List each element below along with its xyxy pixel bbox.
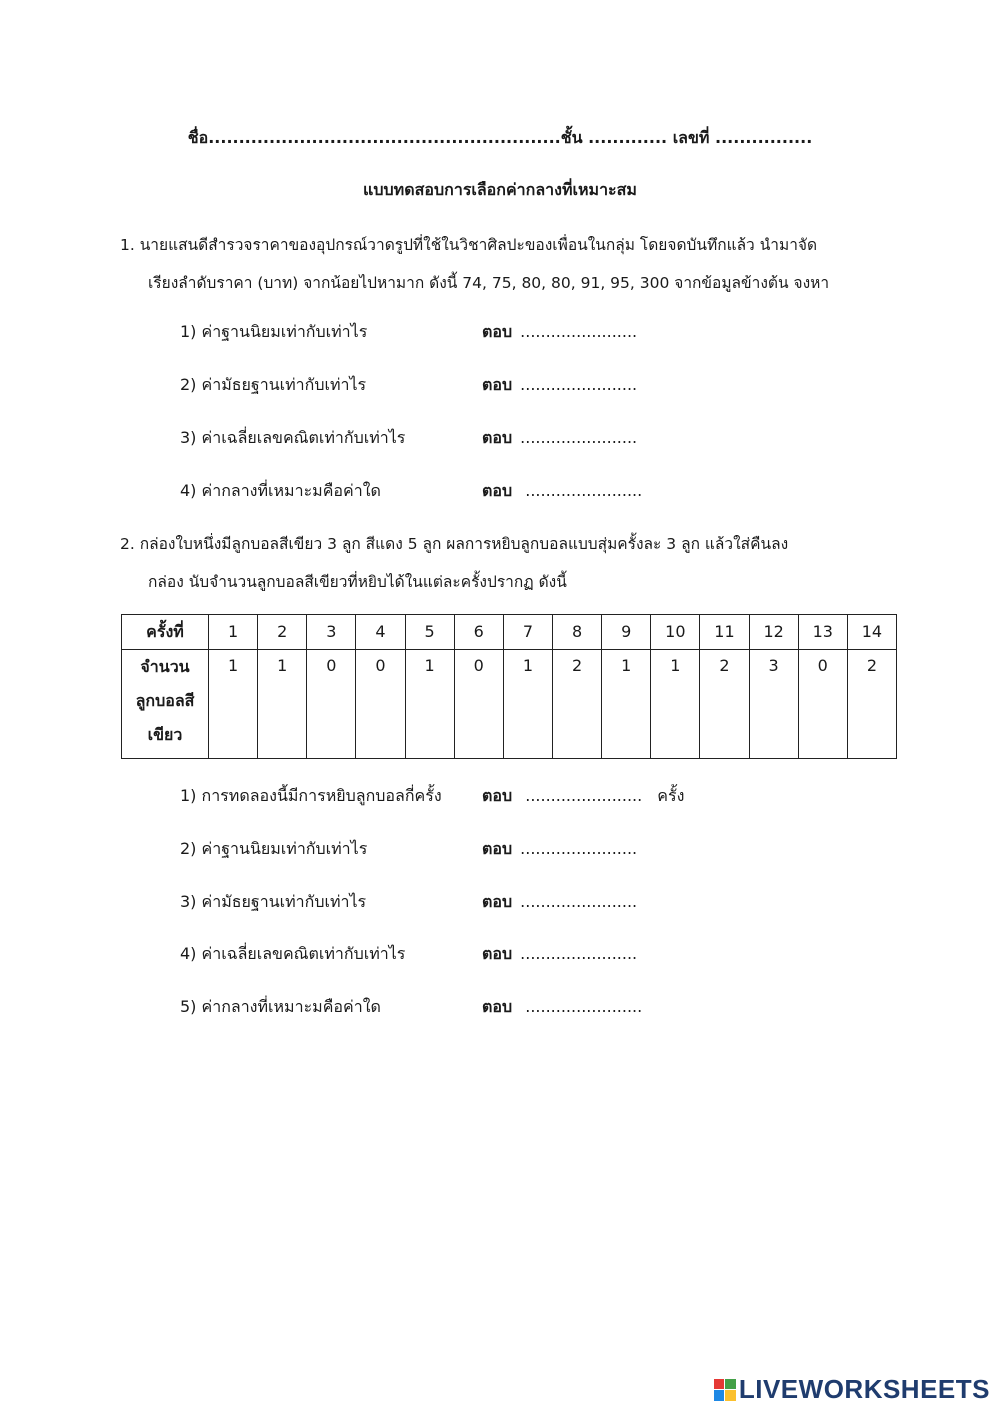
q1-answer-1[interactable] — [482, 320, 637, 345]
q2-line2: กล่อง นับจำนวนลูกบอลสีเขียวที่หยิบได้ในแต่ละครั้งปรากฏ ดังนี้ — [148, 573, 567, 591]
liveworksheets-icon — [714, 1379, 736, 1401]
logo-square-icon — [714, 1390, 725, 1401]
answer-label: ตอบ — [482, 944, 513, 963]
trial-cell: 6 — [454, 615, 503, 650]
q1-answer-3[interactable] — [482, 426, 637, 451]
count-cell: 0 — [798, 650, 847, 759]
answer-label: ตอบ — [482, 786, 513, 805]
q1-item-2: 2) ค่ามัธยฐานเท่ากับเท่าไร — [180, 375, 367, 394]
answer-label: ตอบ — [482, 428, 513, 447]
answer-blank[interactable]: ....................... — [520, 997, 643, 1016]
q2-answer-4[interactable] — [482, 942, 637, 967]
q2-answer-2[interactable] — [482, 837, 637, 862]
answer-blank[interactable]: ....................... — [520, 428, 638, 447]
count-cell: 1 — [405, 650, 454, 759]
answer-label: ตอบ — [482, 481, 513, 500]
count-header-line: เขียว — [147, 725, 183, 744]
answer-label: ตอบ — [482, 997, 513, 1016]
green-ball-table — [121, 614, 897, 759]
count-cell: 1 — [209, 650, 258, 759]
q2-item-2: 2) ค่าฐานนิยมเท่ากับเท่าไร — [180, 839, 368, 858]
count-cell: 0 — [356, 650, 405, 759]
q1-answer-2[interactable] — [482, 373, 637, 398]
count-cell: 1 — [651, 650, 700, 759]
answer-blank[interactable]: ....................... — [520, 944, 638, 963]
count-cell: 0 — [454, 650, 503, 759]
count-header-cell — [122, 650, 209, 759]
liveworksheets-logo — [714, 1374, 990, 1405]
answer-blank[interactable]: ....................... — [520, 322, 638, 341]
answer-blank[interactable]: ....................... — [520, 892, 638, 911]
q2-item-1: 1) การทดลองนี้มีการหยิบลูกบอลกี่ครั้ง — [180, 786, 442, 805]
q1-answer-4[interactable] — [482, 479, 642, 504]
count-header-line: ลูกบอลสี — [135, 691, 195, 710]
trial-cell: 3 — [307, 615, 356, 650]
trial-cell: 10 — [651, 615, 700, 650]
answer-label: ตอบ — [482, 839, 513, 858]
trial-cell: 2 — [258, 615, 307, 650]
logo-square-icon — [725, 1379, 736, 1390]
q2-item-5: 5) ค่ากลางที่เหมาะมคือค่าใด — [180, 997, 381, 1016]
count-cell: 1 — [503, 650, 552, 759]
q1-item-1: 1) ค่าฐานนิยมเท่ากับเท่าไร — [180, 322, 368, 341]
student-info-line: ชื่อ..........................................................ชั้น ............. เลขที่ ................ — [187, 128, 813, 147]
q1-line2: เรียงลำดับราคา (บาท) จากน้อยไปหามาก ดังนี้ 74, 75, 80, 80, 91, 95, 300 จากข้อมูลข้างต้น จงหา — [148, 274, 830, 292]
count-cell: 1 — [258, 650, 307, 759]
trial-cell: 1 — [209, 615, 258, 650]
count-cell: 2 — [552, 650, 601, 759]
trial-cell: 5 — [405, 615, 454, 650]
answer-blank[interactable]: ....................... — [520, 375, 638, 394]
count-cell: 0 — [307, 650, 356, 759]
q2-answer-5[interactable] — [482, 995, 642, 1020]
q2-item-3: 3) ค่ามัธยฐานเท่ากับเท่าไร — [180, 892, 367, 911]
trial-cell: 11 — [700, 615, 749, 650]
count-header-line: จำนวน — [140, 657, 190, 676]
logo-square-icon — [714, 1379, 725, 1390]
trial-cell: 13 — [798, 615, 847, 650]
answer-blank[interactable]: ....................... — [520, 481, 643, 500]
answer-label: ตอบ — [482, 375, 513, 394]
trial-cell: 14 — [847, 615, 896, 650]
answer-label: ตอบ — [482, 892, 513, 911]
trial-header-cell: ครั้งที่ — [122, 615, 209, 650]
table-row-counts — [122, 650, 897, 759]
q1-line1: 1. นายแสนดีสำรวจราคาของอุปกรณ์วาดรูปที่ใช้ในวิชาศิลปะของเพื่อนในกลุ่ม โดยจดบันทึกแล้ว นำมาจัด — [120, 236, 818, 254]
q2-line1: 2. กล่องใบหนึ่งมีลูกบอลสีเขียว 3 ลูก สีแดง 5 ลูก ผลการหยิบลูกบอลแบบสุ่มครั้งละ 3 ลูก แล้วใส่คืนลง — [120, 535, 789, 553]
table-row-trials — [122, 615, 897, 650]
trial-cell: 4 — [356, 615, 405, 650]
count-cell: 1 — [602, 650, 651, 759]
q2-item-4: 4) ค่าเฉลี่ยเลขคณิตเท่ากับเท่าไร — [180, 944, 406, 963]
trial-cell: 7 — [503, 615, 552, 650]
answer-unit: ครั้ง — [652, 786, 685, 805]
logo-square-icon — [725, 1390, 736, 1401]
answer-blank[interactable]: ....................... — [520, 786, 643, 805]
q1-item-3: 3) ค่าเฉลี่ยเลขคณิตเท่ากับเท่าไร — [180, 428, 406, 447]
count-cell: 2 — [700, 650, 749, 759]
answer-label: ตอบ — [482, 322, 513, 341]
brand-name: LIVEWORKSHEETS — [738, 1374, 990, 1404]
q2-answer-1[interactable] — [482, 784, 684, 809]
worksheet-title: แบบทดสอบการเลือกค่ากลางที่เหมาะสม — [363, 180, 637, 199]
count-cell: 3 — [749, 650, 798, 759]
q1-item-4: 4) ค่ากลางที่เหมาะมคือค่าใด — [180, 481, 381, 500]
q2-answer-3[interactable] — [482, 890, 637, 915]
trial-cell: 8 — [552, 615, 601, 650]
trial-cell: 12 — [749, 615, 798, 650]
trial-cell: 9 — [602, 615, 651, 650]
count-cell: 2 — [847, 650, 896, 759]
answer-blank[interactable]: ....................... — [520, 839, 638, 858]
